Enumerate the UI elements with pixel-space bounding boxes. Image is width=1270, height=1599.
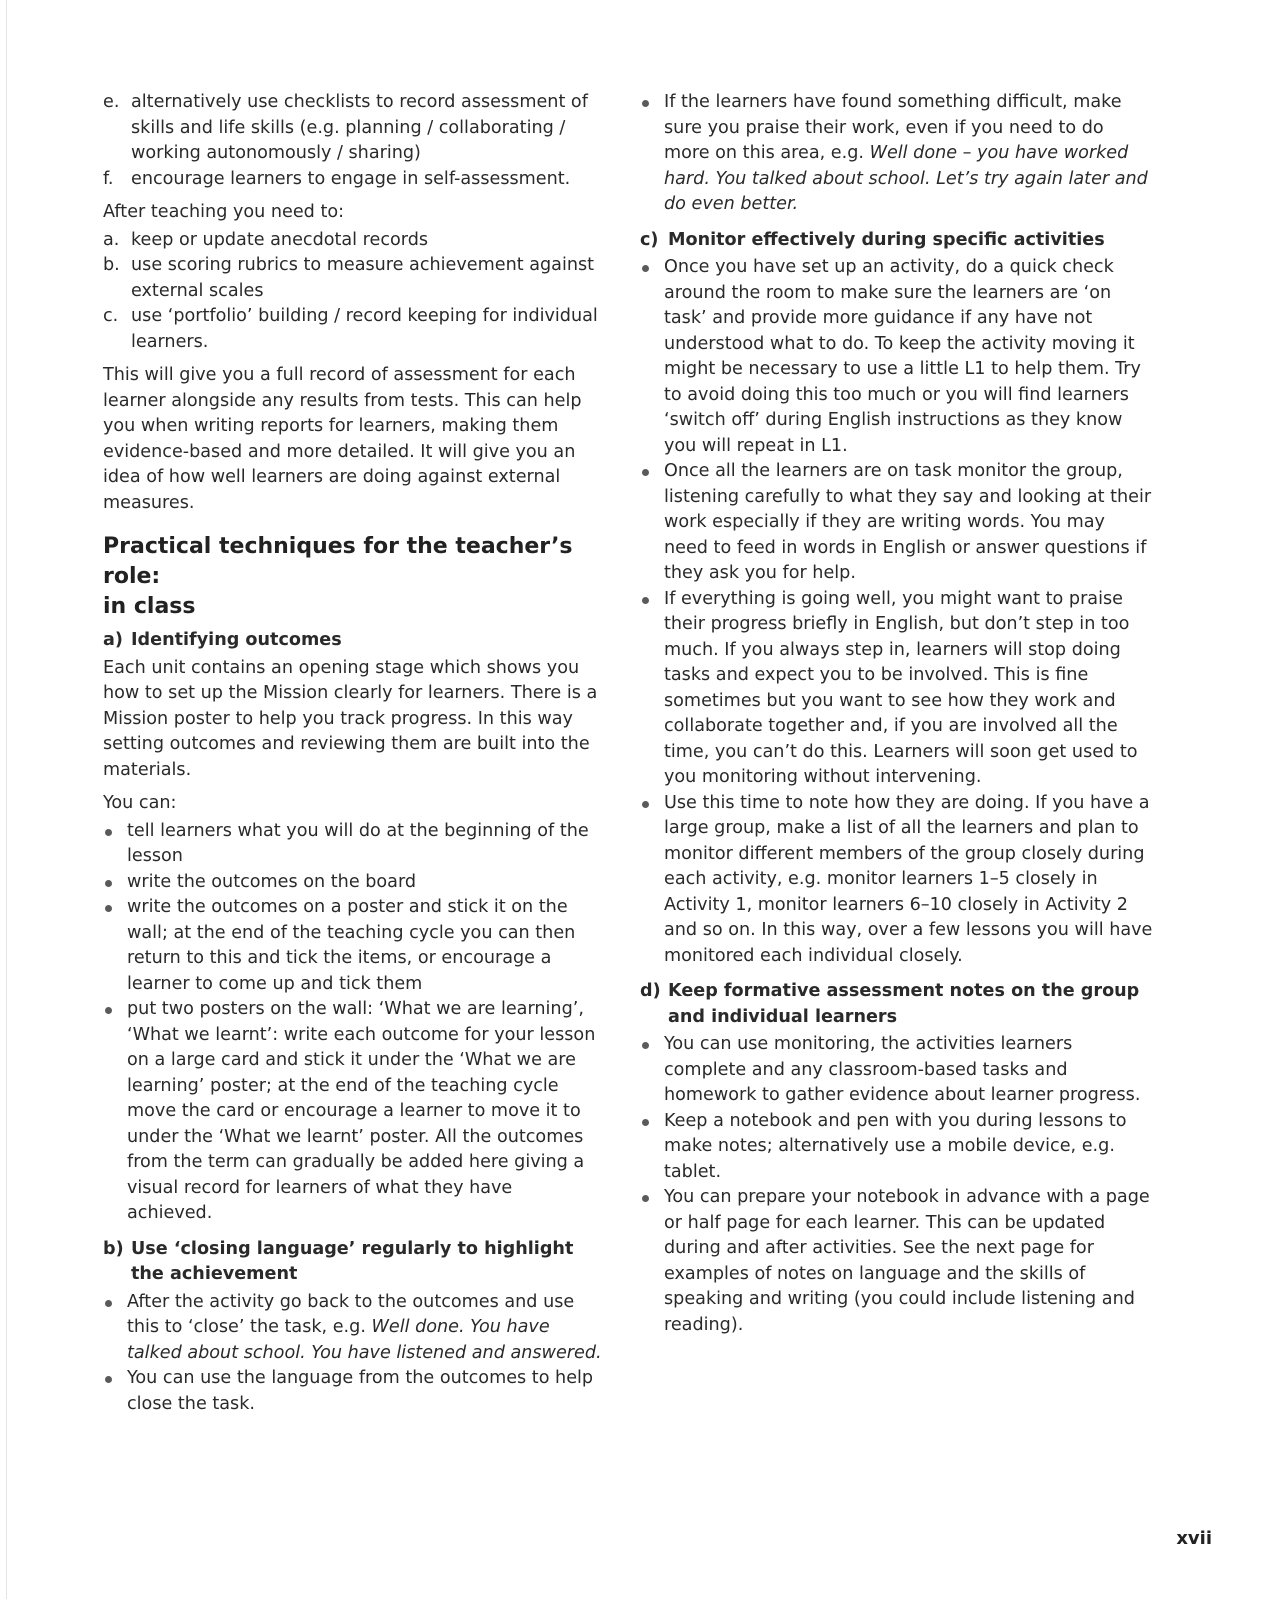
bullet-text: Once you have set up an activity, do a quick check around the room to make sure the learners are ‘on task’ and provide more guidance if any have not understood what to do. To keep the activity moving it might be necessary to use a little L1 to help them. Try to avoid doing this too much or you will find learners ‘switch off’ during English instructions as they know you will repeat in L1. <box>664 257 1141 456</box>
bullet-icon <box>642 469 649 476</box>
bullet-text: Use this time to note how they are doing. If you have a large group, make a list of all the learners and plan to monitor different members of the group closely during each activity, e.g. monitor learners 1–5 closely in Activity 1, monitor learners 6–10 closely in Activity 2 and so on. In this way, over a few lessons you will have monitored each individual closely. <box>664 792 1153 966</box>
list-marker: b. <box>103 255 120 275</box>
bullet-icon <box>642 265 649 272</box>
list-item <box>103 167 603 193</box>
list-item <box>103 90 603 167</box>
list-item <box>103 304 603 355</box>
list-item <box>103 253 603 304</box>
left-column <box>103 90 603 1417</box>
bullet-item <box>103 895 603 997</box>
bullet-item <box>103 1366 603 1417</box>
list-item-text: encourage learners to engage in self-assessment. <box>131 168 571 189</box>
bullet-text: put two posters on the wall: ‘What we are learning’, ‘What we learnt’: write each outcome for your lesson on a large card and stick it under the ‘What we are learning’ poster; at the end of the teaching cycle move the card or encourage a learner to move it to under the ‘What we learnt’ poster. All the outcomes from the term can gradually be added here giving a visual record for learners of what they have achieved. <box>127 999 596 1223</box>
subheading-text: Use ‘closing language’ regularly to highlight the achievement <box>131 1238 574 1284</box>
bullet-item <box>103 870 603 896</box>
bullet-text: Once all the learners are on task monitor the group, listening carefully to what they say and looking at their work especially if they are writing words. You may need to feed in words in English or answer questions if they ask you for help. <box>664 461 1152 583</box>
bullet-item <box>103 1290 603 1367</box>
subheading-marker: a) <box>103 630 123 650</box>
subheading-text: Keep formative assessment notes on the group and individual learners <box>668 981 1140 1027</box>
list-item-text: alternatively use checklists to record assessment of skills and life skills (e.g. planning / collaborating / working autonomously / sharing) <box>131 92 588 163</box>
bullet-text: write the outcomes on a poster and stick it on the wall; at the end of the teaching cycle you can then return to this and tick the items, or encourage a learner to come up and tick them <box>127 897 576 994</box>
list-marker: f. <box>103 168 114 189</box>
list-marker: c. <box>103 306 119 326</box>
page-edge <box>0 0 7 1599</box>
bullet-item <box>640 1109 1154 1186</box>
bullet-icon <box>642 1042 649 1049</box>
bullet-icon <box>105 1007 112 1014</box>
bullet-icon <box>642 1195 649 1202</box>
bullet-item <box>640 459 1154 587</box>
list-item-text: keep or update anecdotal records <box>131 229 429 250</box>
section-title <box>103 532 603 622</box>
subheading-text: Monitor effectively during specific activities <box>668 229 1105 250</box>
unit-paragraph: Each unit contains an opening stage which shows you how to set up the Mission clearly for learners. There is a Mission poster to help you track progress. In this way setting outcomes and reviewing them are built into the materials. <box>103 657 598 780</box>
list-item-text: use scoring rubrics to measure achievement against external scales <box>131 255 595 301</box>
page-number: xvii <box>1176 1528 1212 1549</box>
right-column <box>640 90 1154 1338</box>
bullet-text: If everything is going well, you might want to praise their progress briefly in English, but don’t step in too much. If you always step in, learners will stop doing tasks and expect you to be involved. This is fine sometimes but you want to see how they work and collaborate together and, if you are involved all the time, you can’t do this. Learners will soon get used to you monitoring without intervening. <box>664 588 1138 787</box>
bullet-icon <box>642 801 649 808</box>
bullet-icon <box>105 829 112 836</box>
list-item-text: use ‘portfolio’ building / record keeping for individual learners. <box>131 306 598 352</box>
bullet-text: You can prepare your notebook in advance with a page or half page for each learner. This can be updated during and after activities. See the next page for examples of notes on language and the skills of speaking and writing (you could include listening and reading). <box>664 1187 1150 1335</box>
subheading-marker: d) <box>640 981 661 1001</box>
bullet-text: Keep a notebook and pen with you during lessons to make notes; alternatively use a mobile device, e.g. tablet. <box>664 1110 1127 1182</box>
bullet-icon <box>105 1300 112 1307</box>
bullet-text: You can use the language from the outcomes to help close the task. <box>127 1368 594 1414</box>
bullet-icon <box>105 905 112 912</box>
section-title-line2: in class <box>103 594 196 619</box>
you-can-text: You can: <box>103 793 177 813</box>
bullet-item <box>640 90 1154 218</box>
subheading-marker: c) <box>640 229 659 250</box>
subheading-text: Identifying outcomes <box>131 630 342 650</box>
bullet-item <box>640 587 1154 791</box>
subheading-b <box>103 1237 603 1288</box>
list-item <box>103 228 603 254</box>
bullet-icon <box>105 880 112 887</box>
bullet-item <box>640 1185 1154 1338</box>
list-marker: a. <box>103 229 120 250</box>
bullet-icon <box>642 100 649 107</box>
full-record-paragraph: This will give you a full record of assessment for each learner alongside any results from tests. This can help you when writing reports for learners, making them evidence-based and more detailed. It will give you an idea of how well learners are doing against external measures. <box>103 365 582 513</box>
bullet-text: After the activity go back to the outcomes and use this to ‘close’ the task, e.g. <box>127 1291 575 1337</box>
bullet-item <box>640 1032 1154 1109</box>
subheading-a <box>103 628 603 654</box>
bullet-icon <box>642 1119 649 1126</box>
bullet-text: tell learners what you will do at the beginning of the lesson <box>127 820 589 866</box>
subheading-marker: b) <box>103 1238 124 1259</box>
bullet-text-italic: Well done. You have talked about school. You have listened and answered. <box>127 1317 602 1363</box>
bullet-item <box>103 997 603 1227</box>
bullet-item <box>103 819 603 870</box>
section-title-line1: Practical techniques for the teacher’s role: <box>103 534 573 589</box>
bullet-text-italic: Well done – you have worked hard. You talked about school. Let’s try again later and do even better. <box>664 143 1148 214</box>
subheading-c <box>640 228 1154 254</box>
list-marker: e. <box>103 92 120 112</box>
subheading-d <box>640 979 1154 1030</box>
bullet-item <box>640 791 1154 970</box>
after-teaching-text: After teaching you need to: <box>103 202 345 222</box>
bullet-text: write the outcomes on the board <box>127 871 417 892</box>
bullet-text: If the learners have found something difficult, make sure you praise their work, even if you need to do more on this area, e.g. <box>664 92 1122 163</box>
bullet-item <box>640 255 1154 459</box>
bullet-text: You can use monitoring, the activities learners complete and any classroom-based tasks and homework to gather evidence about learner progress. <box>664 1034 1141 1105</box>
bullet-icon <box>105 1376 112 1383</box>
bullet-icon <box>642 597 649 604</box>
